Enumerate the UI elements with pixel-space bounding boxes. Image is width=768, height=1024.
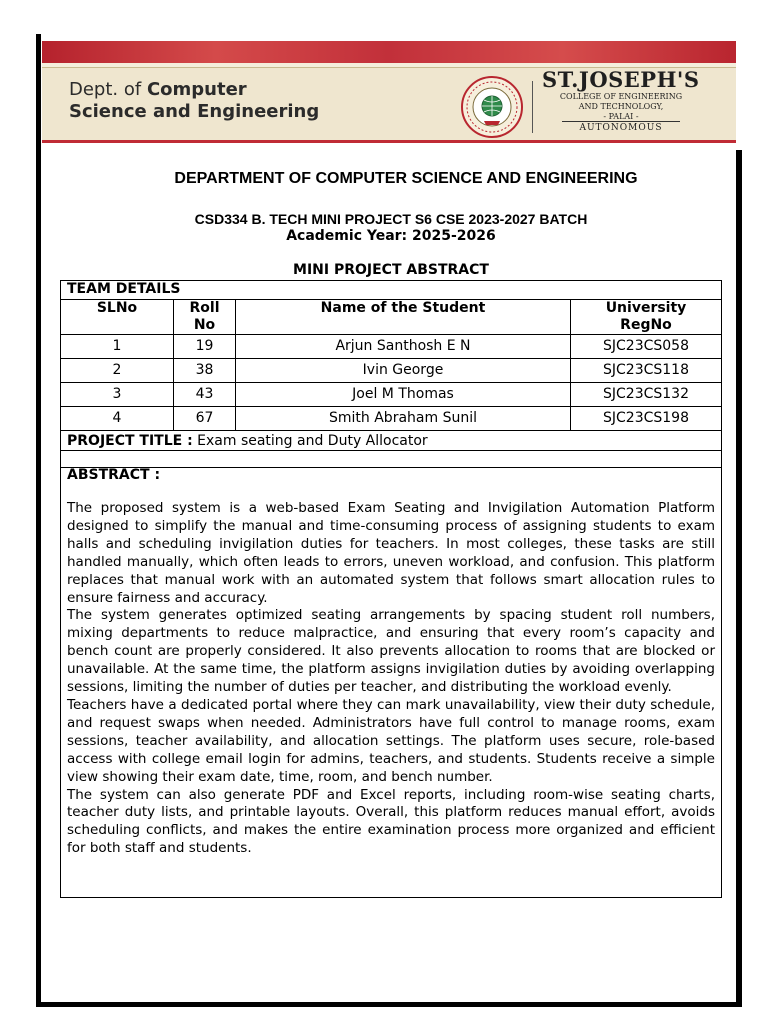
- table-row: [61, 359, 721, 383]
- cell-name: Smith Abraham Sunil: [236, 407, 571, 430]
- abstract-label: ABSTRACT :: [67, 467, 161, 483]
- table-row: [61, 407, 721, 431]
- page-border-right: [736, 150, 742, 1007]
- col-header-roll: Roll No: [174, 300, 236, 334]
- cell-name: Arjun Santhosh E N: [236, 335, 571, 358]
- table-row: [61, 383, 721, 407]
- project-title-row: [61, 431, 721, 451]
- dept-name-line2: Science and Engineering: [69, 101, 320, 122]
- cell-slno: 3: [61, 383, 174, 406]
- cell-slno: 2: [61, 359, 174, 382]
- abstract-paragraph: Teachers have a dedicated portal where they can mark unavailability, view their duty schedule, and request swaps when needed. Administrators have full control to manage rooms, exam sessions, teacher availability, and allocation settings. The platform uses secure, role-based access with college email login for admins, teachers, and students. Students receive a simple view showing their exam date, time, room, and bench number.: [67, 696, 715, 785]
- cell-regno: SJC23CS118: [603, 362, 689, 378]
- college-subtitle: COLLEGE OF ENGINEERING AND TECHNOLOGY, - PALAI -: [559, 92, 683, 121]
- col-header-slno: SLNo: [61, 300, 174, 334]
- page-border-bottom: [36, 1002, 742, 1007]
- cell-regno: SJC23CS058: [603, 338, 689, 354]
- college-name: ST.JOSEPH'S: [542, 67, 700, 92]
- project-title-value: Exam seating and Duty Allocator: [197, 433, 428, 449]
- team-header-row: [61, 300, 721, 335]
- banner-red-band: [42, 41, 736, 63]
- abstract-paragraph: The proposed system is a web-based Exam Seating and Invigilation Automation Platform designed to simplify the manual and time-consuming process of assigning students to exam halls and scheduling invigilation duties for teachers. In most colleges, these tasks are still handled manually, which often leads to errors, uneven workload, and confusion. This platform replaces that manual work with an automated system that follows smart allocation rules to ensure fairness and accuracy.: [67, 500, 715, 606]
- project-title-label: PROJECT TITLE :: [67, 433, 193, 449]
- cell-slno: 4: [61, 407, 174, 430]
- abstract-paragraph: The system generates optimized seating arrangements by spacing student roll numbers, mixing departments to reduce malpractice, and ensuring that every room’s capacity and bench count are properly considered. It also prevents allocation to rooms that are blocked or unavailable. At the same time, the platform assigns invigilation duties by avoiding overlapping sessions, limiting the number of duties per teacher, and distributing the workload evenly.: [67, 607, 715, 696]
- col-header-name: Name of the Student: [236, 300, 571, 334]
- cell-roll: 19: [174, 335, 236, 358]
- cell-regno: SJC23CS198: [603, 410, 689, 426]
- team-details-label: TEAM DETAILS: [67, 281, 181, 297]
- cell-name: Joel M Thomas: [236, 383, 571, 406]
- dept-name-line1: Dept. of Computer: [69, 79, 247, 100]
- col-header-regno: University RegNo: [605, 300, 687, 333]
- abstract-body: [67, 500, 715, 858]
- abstract-paragraph: The system can also generate PDF and Excel reports, including room-wise seating charts, teacher duty lists, and printable layouts. Overall, this platform reduces manual effort, avoids scheduling conflicts, and makes the entire examination process more organized and efficient for both staff and students.: [67, 786, 715, 857]
- table-row: [61, 335, 721, 359]
- abstract-form: [60, 280, 722, 898]
- banner-separator: [532, 81, 533, 133]
- course-heading: CSD334 B. TECH MINI PROJECT S6 CSE 2023-2027 BATCH: [194, 211, 588, 227]
- team-details-row: [61, 281, 721, 300]
- autonomous-label: AUTONOMOUS: [579, 123, 663, 133]
- banner-bottom-band: [42, 140, 736, 143]
- college-divider: [562, 121, 680, 122]
- college-seal-icon: [460, 75, 524, 139]
- document-title: MINI PROJECT ABSTRACT: [293, 262, 489, 278]
- department-heading: DEPARTMENT OF COMPUTER SCIENCE AND ENGINEERING: [174, 170, 638, 187]
- cell-roll: 43: [174, 383, 236, 406]
- cell-name: Ivin George: [236, 359, 571, 382]
- academic-year: Academic Year: 2025-2026: [286, 228, 496, 244]
- blank-row: [61, 451, 721, 468]
- cell-slno: 1: [61, 335, 174, 358]
- header-banner: [42, 41, 736, 143]
- cell-regno: SJC23CS132: [603, 386, 689, 402]
- cell-roll: 67: [174, 407, 236, 430]
- cell-roll: 38: [174, 359, 236, 382]
